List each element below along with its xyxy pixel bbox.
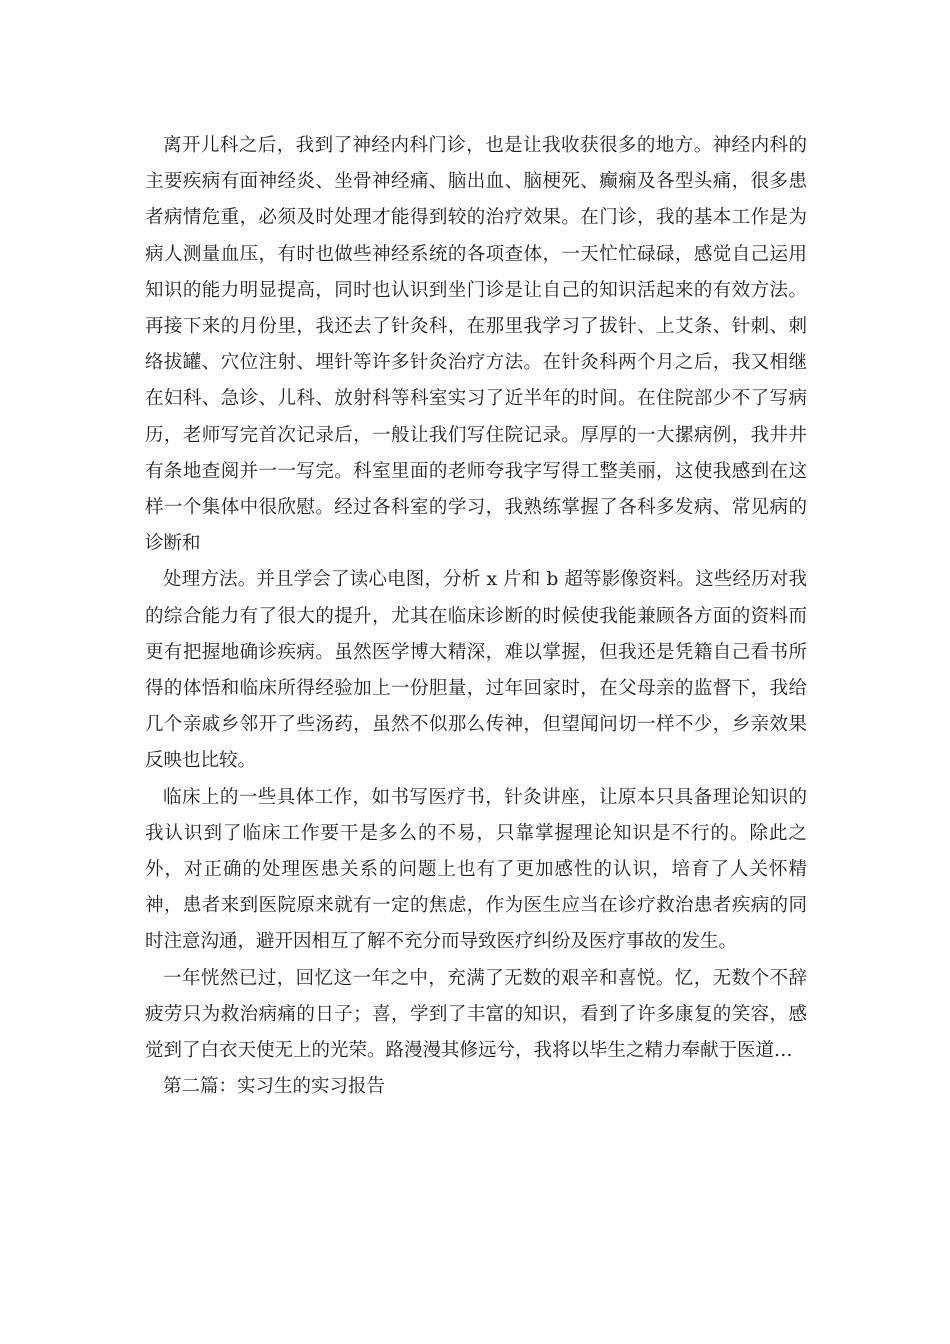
section-heading: 第二篇：实习生的实习报告	[163, 1076, 386, 1098]
document-body	[145, 128, 807, 1105]
paragraph-reflection: 一年恍然已过，回忆这一年之中，充满了无数的艰辛和喜悦。忆，无数个不辞疲劳只为救治病痛的日子；喜，学到了丰富的知识，看到了许多康复的笑容，感觉到了白衣天使无上的光荣。路漫漫其修远兮，我将以毕生之精力奉献于医道…	[145, 967, 807, 1062]
paragraph-diagnosis: 处理方法。并且学会了读心电图，分析 x 片和 b 超等影像资料。这些经历对我的综合能力有了很大的提升，尤其在临床诊断的时候使我能兼顾各方面的资料而更有把握地确诊疾病。虽然医学博大精深，难以掌握，但我还是凭籍自己看书所得的体悟和临床所得经验加上一份胆量，过年回家时，在父母亲的监督下，我给几个亲戚乡邻开了些汤药，虽然不似那么传神，但望闻问切一样不少，乡亲效果反映也比较。	[145, 569, 807, 772]
paragraph-neurology: 离开儿科之后，我到了神经内科门诊，也是让我收获很多的地方。神经内科的主要疾病有面神经炎、坐骨神经痛、脑出血、脑梗死、癫痫及各型头痛，很多患者病情危重，必须及时处理才能得到较的治疗效果。在门诊，我的基本工作是为病人测量血压，有时也做些神经系统的各项查体，一天忙忙碌碌，感觉自己运用知识的能力明显提高，同时也认识到坐门诊是让自己的知识活起来的有效方法。再接下来的月份里，我还去了针灸科，在那里我学习了拔针、上艾条、针刺、刺络拔罐、穴位注射、埋针等许多针灸治疗方法。在针灸科两个月之后，我又相继在妇科、急诊、儿科、放射科等科室实习了近半年的时间。在住院部少不了写病历，老师写完首次记录后，一般让我们写住院记录。厚厚的一大摞病例，我井井有条地查阅并一一写完。科室里面的老师夸我字写得工整美丽，这使我感到在这样一个集体中很欣慰。经过各科室的学习，我熟练掌握了各科多发病、常见病的诊断和	[145, 135, 807, 555]
paragraph-clinical-work: 临床上的一些具体工作，如书写医疗书，针灸讲座，让原本只具备理论知识的我认识到了临床工作要干是多么的不易，只靠掌握理论知识是不行的。除此之外，对正确的处理医患关系的问题上也有了更加感性的认识，培育了人关怀精神，患者来到医院原来就有一定的焦虑，作为医生应当在诊疗救治患者疾病的同时注意沟通，避开因相互了解不充分而导致医疗纠纷及医疗事故的发生。	[145, 786, 807, 953]
